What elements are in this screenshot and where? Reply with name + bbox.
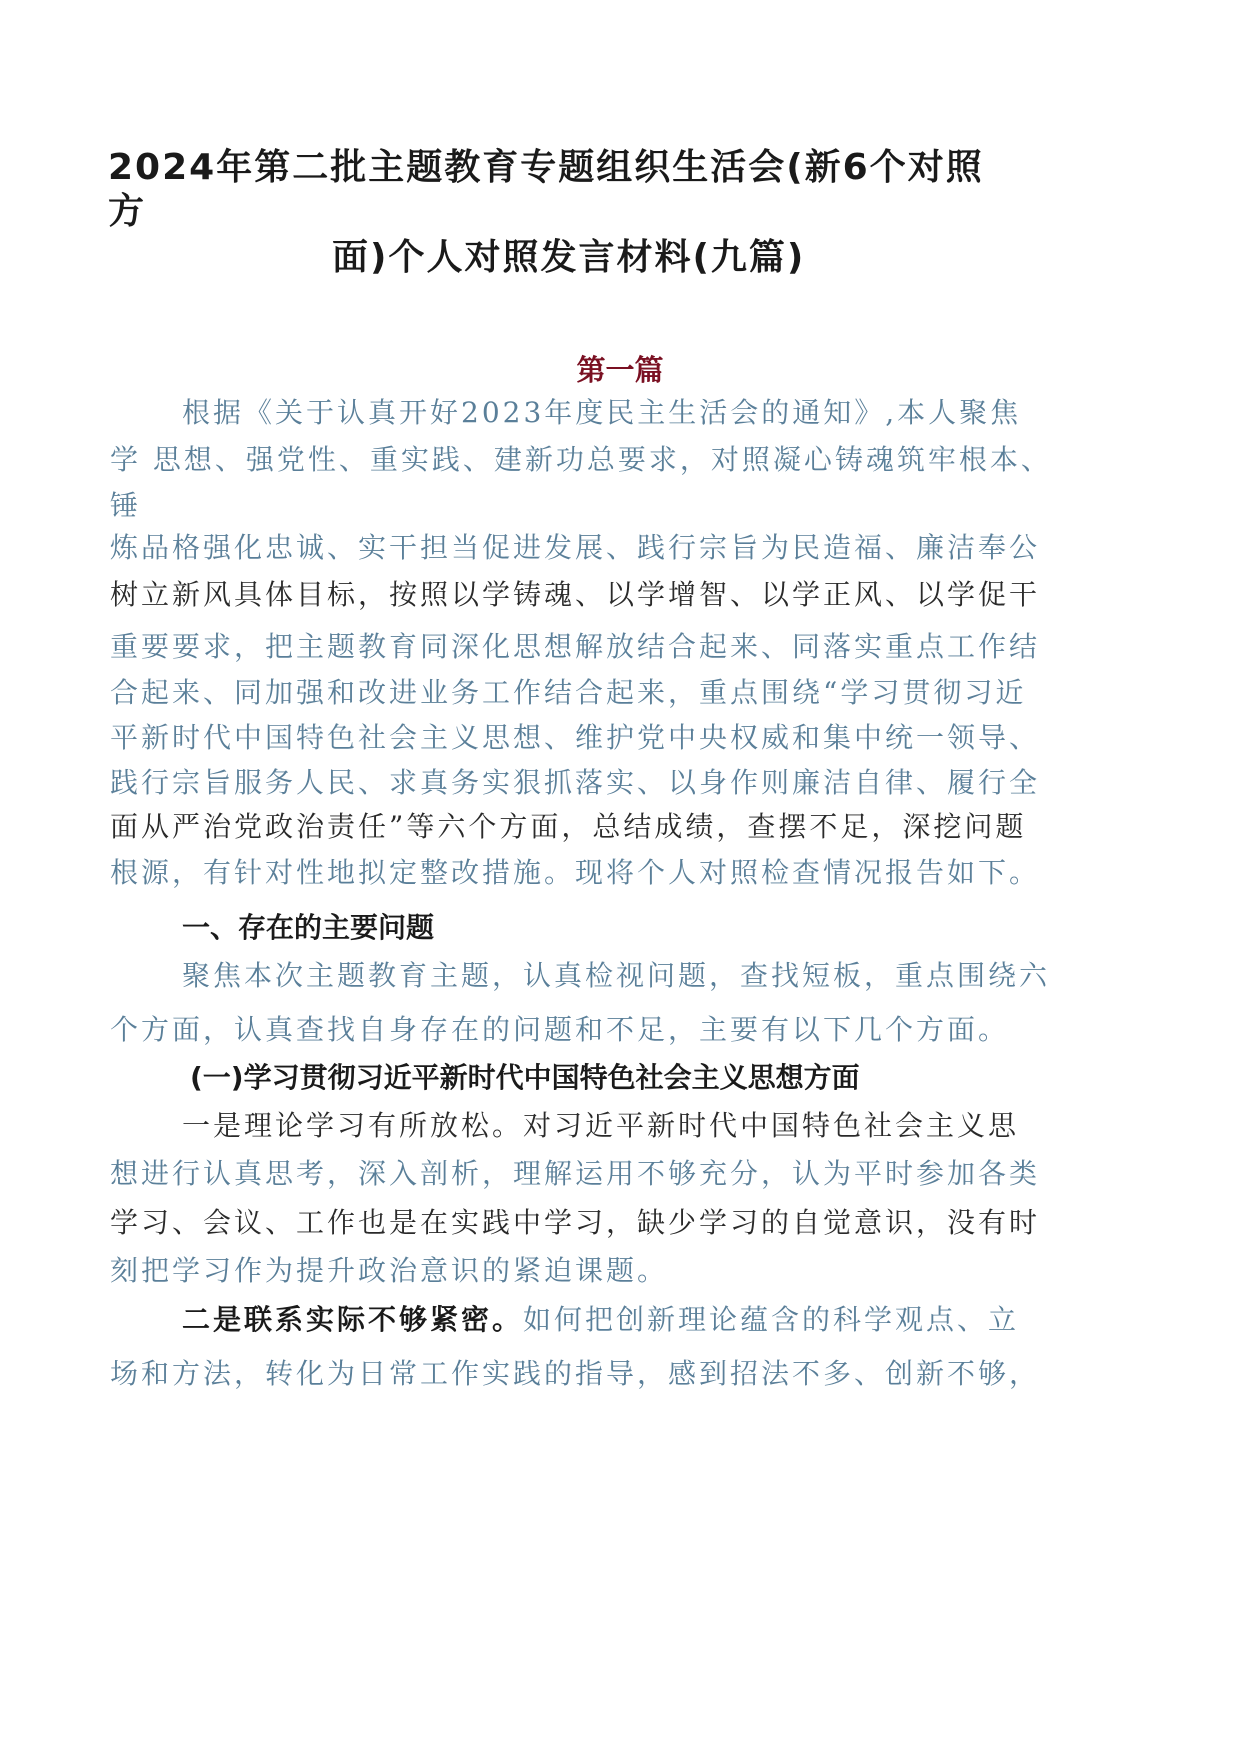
document-title-line-2: 方 xyxy=(108,191,147,232)
paragraph-line: 个方面，认真查找自身存在的问题和不足，主要有以下几个方面。 xyxy=(110,1013,1010,1046)
paragraph-line xyxy=(182,1300,1202,1340)
paragraph-line: 一是理论学习有所放松。对习近平新时代中国特色社会主义思 xyxy=(182,1109,1020,1142)
paragraph-line: 面从严治党政治责任”等六个方面，总结成绩，查摆不足，深挖问题 xyxy=(110,810,1027,843)
paragraph-line: 炼品格强化忠诚、实干担当促进发展、践行宗旨为民造福、廉洁奉公 xyxy=(110,531,1041,564)
paragraph-line: 场和方法，转化为日常工作实践的指导，感到招法不多、创新不够， xyxy=(110,1357,1041,1390)
paragraph-line: 学习、会议、工作也是在实践中学习，缺少学习的自觉意识，没有时 xyxy=(110,1206,1041,1239)
paragraph-line: 学 思想、强党性、重实践、建新功总要求，对照凝心铸魂筑牢根本、 xyxy=(110,443,1052,476)
paragraph-line: 树立新风具体目标，按照以学铸魂、以学增智、以学正风、以学促干 xyxy=(110,578,1041,611)
paragraph-line: 想进行认真思考，深入剖析，理解运用不够充分，认为平时参加各类 xyxy=(110,1157,1041,1190)
document-title-line-1: 2024年第二批主题教育专题组织生活会(新6个对照 xyxy=(108,147,984,188)
paragraph-line: 重要要求，把主题教育同深化思想解放结合起来、同落实重点工作结 xyxy=(110,630,1041,663)
paragraph-text: 如何把创新理论蕴含的科学观点、立 xyxy=(523,1303,1020,1336)
paragraph-line: 聚焦本次主题教育主题，认真检视问题，查找短板，重点围绕六 xyxy=(182,959,1051,992)
paragraph-line: 根源，有针对性地拟定整改措施。现将个人对照检查情况报告如下。 xyxy=(110,856,1041,889)
paragraph-line: 刻把学习作为提升政治意识的紧迫课题。 xyxy=(110,1254,669,1287)
section-heading: 一、存在的主要问题 xyxy=(182,911,435,944)
subsection-heading: (一)学习贯彻习近平新时代中国特色社会主义思想方面 xyxy=(190,1061,860,1094)
paragraph-line: 合起来、同加强和改进业务工作结合起来，重点围绕“学习贯彻习近 xyxy=(110,676,1027,709)
paragraph-line: 根据《关于认真开好2023年度民主生活会的通知》,本人聚焦 xyxy=(182,396,1022,429)
paragraph-line: 平新时代中国特色社会主义思想、维护党中央权威和集中统一领导、 xyxy=(110,721,1041,754)
paragraph-line: 践行宗旨服务人民、求真务实狠抓落实、以身作则廉洁自律、履行全 xyxy=(110,766,1041,799)
document-title-line-3: 面)个人对照发言材料(九篇) xyxy=(332,237,806,278)
paragraph-line: 锤 xyxy=(110,489,142,522)
bold-lead-text: 二是联系实际不够紧密。 xyxy=(182,1303,524,1336)
section-title: 第一篇 xyxy=(576,353,664,387)
